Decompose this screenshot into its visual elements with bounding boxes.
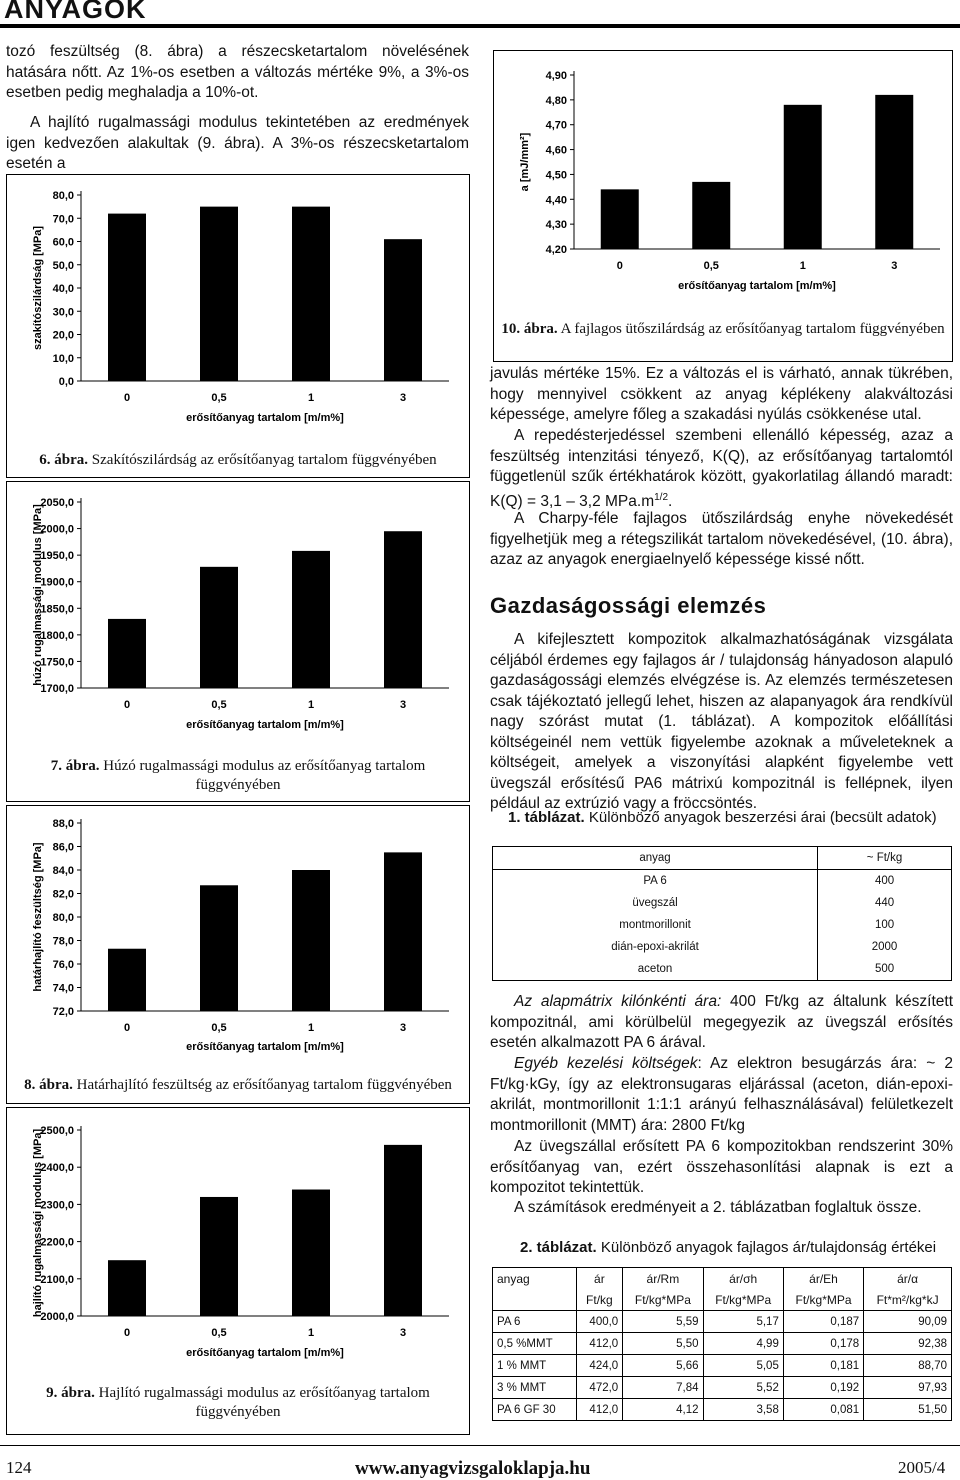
table-2-row [493, 1377, 952, 1399]
y-tick-label: 40,0 [52, 283, 74, 295]
table-2-header-cell: Ft/kg*MPa [703, 1289, 783, 1311]
table-2-header-cell: ár/σh [703, 1268, 783, 1290]
table-2-cell: 51,50 [864, 1399, 952, 1421]
table-2-header-cell [493, 1289, 577, 1311]
bar [292, 870, 330, 1011]
bar [108, 1260, 146, 1316]
y-tick-label: 4,90 [545, 70, 567, 82]
p5-text: 400 Ft/kg az általunk készített kompozitnál, ami körülbelül megegyezik az üvegszál erősítés esetén alkalmazott PA 6 árával. [490, 993, 953, 1051]
figure-7-caption-text: Húzó rugalmassági modulus az erősítőanyag tartalom függvényében [103, 758, 426, 793]
table-2-cell: 0,181 [783, 1355, 863, 1377]
x-axis-label: erősítőanyag tartalom [m/m%] [186, 412, 344, 424]
table-2-cell: 4,12 [623, 1399, 703, 1421]
table-2-cell: 412,0 [576, 1333, 623, 1355]
x-tick-label: 1 [799, 260, 806, 272]
right-paragraph-2: A repedésterjedéssel szembeni ellenálló képesség, azaz a feszültség intenzitási tényező, K(Q), az erősítőanyag tartalomtól függetlenül szűk értékhatárok között, gyakorlatilag állandó maradt: K(Q) = 3,1 – 3,2 $MPa.m^{1/2}$. [490, 427, 953, 510]
table-1-cell: aceton [493, 958, 818, 981]
table-1-cell: 500 [818, 958, 952, 981]
y-tick-label: 4,30 [545, 219, 567, 232]
y-tick-label: 76,0 [52, 959, 74, 971]
figure-8-caption [7, 1076, 469, 1095]
y-tick-label: 2050,0 [40, 497, 74, 509]
bar [601, 189, 639, 249]
y-tick-label: 50,0 [52, 259, 74, 272]
table-2-cell: 0,081 [783, 1399, 863, 1421]
bar [692, 182, 730, 249]
table-1-cell: 400 [818, 870, 952, 893]
table-2-cell: 5,52 [703, 1377, 783, 1399]
x-tick-label: 0,5 [211, 392, 227, 404]
figure-7 [6, 481, 470, 802]
table-1-cell: üvegszál [493, 892, 818, 914]
figure-7-number: 7. ábra. [50, 758, 100, 774]
table-2-cell: 0,192 [783, 1377, 863, 1399]
x-tick-label: 0,5 [211, 1327, 227, 1339]
table-2-cell: 0,187 [783, 1311, 863, 1333]
x-tick-label: 3 [399, 1022, 407, 1034]
table-2-cell: 0,178 [783, 1333, 863, 1355]
table-2-cell: 92,38 [864, 1333, 952, 1355]
page-number: 124 [6, 1458, 32, 1477]
table-2-cell: 97,93 [864, 1377, 952, 1399]
p5-label: Az alapmátrix kilónkénti ára: [514, 993, 722, 1010]
section-heading: Gazdaságossági elemzés [490, 593, 767, 618]
x-tick-label: 0 [123, 1327, 131, 1339]
y-tick-label: 2500,0 [40, 1125, 74, 1137]
y-tick-label: 4,80 [545, 94, 567, 107]
right-paragraph-2-sup: 1/2 [654, 491, 669, 503]
footer [0, 1445, 960, 1479]
figure-6-caption [7, 451, 469, 470]
table-1-header-row [493, 847, 952, 870]
bar [384, 852, 422, 1011]
table-2-cell: 5,66 [623, 1355, 703, 1377]
figure-10-number: 10. ábra. [501, 321, 558, 337]
y-axis-label: hajlító rugalmassági modulus [MPa] [32, 1128, 44, 1318]
table-1-row [493, 936, 952, 958]
y-tick-label: 1850,0 [40, 603, 74, 616]
table-2-cell: 400,0 [576, 1311, 623, 1333]
figure-6 [6, 174, 470, 478]
bar [200, 567, 238, 688]
table-2-cell: 472,0 [576, 1377, 623, 1399]
y-tick-label: 30,0 [52, 306, 74, 319]
table-2-cell: 5,05 [703, 1355, 783, 1377]
x-tick-label: 1 [307, 1022, 315, 1034]
table-1-row [493, 892, 952, 914]
table-2-cell: PA 6 GF 30 [493, 1399, 577, 1421]
figure-9-caption [7, 1384, 469, 1422]
bar [200, 1197, 238, 1316]
right-paragraph-6 [490, 1054, 953, 1136]
table-1-header-cell: ~ Ft/kg [818, 847, 952, 870]
y-tick-label: 1700,0 [40, 683, 74, 695]
table-2-header-cell: ár/Rm [623, 1268, 703, 1290]
y-tick-label: 4,50 [545, 169, 567, 182]
table-2-cell: 3 % MMT [493, 1377, 577, 1399]
x-axis-label: erősítőanyag tartalom [m/m%] [186, 1041, 344, 1053]
table-2-header-cell: ár [576, 1268, 623, 1290]
y-tick-label: 1750,0 [40, 656, 74, 669]
y-tick-label: 74,0 [52, 982, 74, 995]
y-tick-label: 88,0 [52, 818, 74, 830]
x-tick-label: 0 [123, 392, 131, 404]
table-2-cell: 1 % MMT [493, 1355, 577, 1377]
table-2-caption [520, 1239, 936, 1256]
table-2-header-cell: Ft*m²/kg*kJ [864, 1289, 952, 1311]
figure-8-chart [7, 806, 469, 1061]
table-2-cell: 88,70 [864, 1355, 952, 1377]
table-2-header-cell: Ft/kg*MPa [783, 1289, 863, 1311]
bar [108, 619, 146, 688]
table-2-cell: 5,50 [623, 1333, 703, 1355]
table-1-row [493, 914, 952, 936]
right-paragraph-2-text: A repedésterjedéssel szembeni ellenálló képesség, azaz a feszültség intenzitási tényező, K(Q), az erősítőanyag tartalomtól függetlenül szűk értékhatárok között, gyakorlatilag állandó maradt: K(Q) = 3,1 – 3,2 MPa.m [490, 427, 953, 510]
table-2-row [493, 1399, 952, 1421]
table-1 [492, 846, 952, 981]
figure-10-caption-text: A fajlagos ütőszilárdság az erősítőanyag tartalom függvényében [560, 321, 945, 337]
issue-number: 2005/4 [898, 1458, 946, 1477]
figure-8-number: 8. ábra. [24, 1077, 73, 1093]
table-1-caption-text: Különböző anyagok beszerzési árai (becsült adatok) [588, 809, 937, 826]
x-tick-label: 3 [399, 699, 407, 711]
table-2-cell: 424,0 [576, 1355, 623, 1377]
journal-title: ANYAGOK [4, 0, 147, 24]
x-axis-label: erősítőanyag tartalom [m/m%] [186, 719, 344, 731]
y-axis-label: határhajlító feszültség [MPa] [32, 842, 44, 992]
x-tick-label: 3 [891, 260, 898, 272]
table-1-number: 1. táblázat. [508, 809, 585, 826]
x-tick-label: 3 [399, 1327, 407, 1339]
bar [292, 1190, 330, 1316]
table-2-cell: 7,84 [623, 1377, 703, 1399]
table-2-row [493, 1355, 952, 1377]
figure-9 [6, 1107, 470, 1435]
x-tick-label: 0,5 [211, 1022, 227, 1034]
figure-7-caption [7, 757, 469, 795]
y-tick-label: 60,0 [52, 236, 74, 249]
y-tick-label: 4,20 [545, 244, 567, 256]
y-tick-label: 2000,0 [40, 1311, 74, 1323]
y-tick-label: 2200,0 [40, 1236, 74, 1249]
table-2-cell: 4,99 [703, 1333, 783, 1355]
right-paragraph-7: Az üvegszállal erősített PA 6 kompozitokban rendszerint 30% erősítőanyag van, ezért összehasonlítási alapnak is ezt a kompozitot tekintettük. [490, 1138, 953, 1196]
table-1-cell: PA 6 [493, 870, 818, 893]
y-tick-label: 4,70 [545, 119, 567, 132]
y-tick-label: 2100,0 [40, 1273, 74, 1286]
bar [292, 551, 330, 688]
y-tick-label: 2300,0 [40, 1199, 74, 1212]
header-rule [0, 24, 960, 28]
table-2-header-cell: ár/α [864, 1268, 952, 1290]
figure-9-number: 9. ábra. [46, 1385, 95, 1401]
x-tick-label: 1 [307, 1327, 315, 1339]
y-axis-label: a [mJ/mm²] [519, 132, 531, 192]
table-2-cell: PA 6 [493, 1311, 577, 1333]
bar [108, 949, 146, 1011]
bar [784, 105, 822, 249]
header [0, 0, 960, 24]
table-2-row [493, 1311, 952, 1333]
table-2-cell: 3,58 [703, 1399, 783, 1421]
bar [384, 1145, 422, 1316]
p6-label: Egyéb kezelési költségek [514, 1055, 698, 1072]
y-tick-label: 82,0 [52, 888, 74, 901]
x-tick-label: 0,5 [703, 260, 719, 272]
y-tick-label: 0,0 [58, 376, 74, 388]
y-tick-label: 86,0 [52, 841, 74, 854]
table-1-caption [508, 809, 937, 826]
p6-text: : Az elektron besugárzás ára: ~ 2 Ft/kg·kGy, így az elektronsugaras eljárással (aceton, dián-epoxi-akrilát, montmorillonit 1:1:1 arányú felhasználásával) felületkezelt montmorillonit (MMT) ára: 2800 Ft/kg [490, 1055, 953, 1134]
right-paragraph-4: A kifejlesztett kompozitok alkalmazhatóságának vizsgálata céljából érdemes egy fajlagos ár / tulajdonság hányadoson alapuló gazdaságossági elemzés elvégzése is. Az elemzés természetesen csak tájékoztató jellegű lehet, hiszen az alapanyagok ára rendkívül nagy szórást mutat (1. táblázat). A kompozitok előállítási költségeinél nem vettük figyelembe azoknak a műveleteknek a költségeit, amelyek a viszonyítási alapként figyelembe vett üvegszál erősítésű PA6 mátrixú kompozitnál is fellépnek, ilyen például az extrúzió vagy a fröccsöntés. [490, 631, 953, 812]
y-tick-label: 70,0 [52, 213, 74, 226]
right-paragraph-8: A számítások eredményeit a 2. táblázatban foglaltuk össze. [514, 1199, 922, 1216]
x-tick-label: 0 [123, 699, 131, 711]
bar [875, 95, 913, 249]
bar [384, 531, 422, 688]
bar [292, 207, 330, 381]
x-tick-label: 0 [123, 1022, 131, 1034]
y-tick-label: 20,0 [52, 329, 74, 342]
table-2-header-cell: Ft/kg*MPa [623, 1289, 703, 1311]
x-axis-label: erősítőanyag tartalom [m/m%] [678, 280, 836, 292]
table-2-row [493, 1333, 952, 1355]
y-axis-label: húzó rugalmassági modulus [MPa] [32, 504, 44, 686]
bar [200, 885, 238, 1011]
table-2-cell: 5,17 [703, 1311, 783, 1333]
table-2-cell: 90,09 [864, 1311, 952, 1333]
y-tick-label: 80,0 [52, 912, 74, 924]
table-1-cell: 440 [818, 892, 952, 914]
table-1-row [493, 870, 952, 893]
right-paragraph-3: A Charpy-féle fajlagos ütőszilárdság enyhe növekedését figyelhetjük meg a rétegszilikát tartalom növekedésével, (10. ábra), azaz az anyagok energiaelnyelő képessége kissé nőtt. [490, 510, 953, 568]
y-tick-label: 1900,0 [40, 576, 74, 589]
table-2-cell: 412,0 [576, 1399, 623, 1421]
figure-10-chart [494, 51, 952, 306]
journal-url[interactable]: www.anyagvizsgaloklapja.hu [355, 1458, 591, 1479]
y-tick-label: 2400,0 [40, 1162, 74, 1175]
figure-7-chart [7, 482, 469, 744]
table-2-header-cell: ár/Eh [783, 1268, 863, 1290]
table-2-cell: 5,59 [623, 1311, 703, 1333]
y-tick-label: 2000,0 [40, 523, 74, 536]
table-2-header-cell: Ft/kg [576, 1289, 623, 1311]
right-paragraph-1: javulás mértéke 15%. Ez a változás el is várható, annak tükrében, hogy mennyivel csökkent az anyag képlékeny alakváltozási képessége, amelyre főleg a szakadási nyúlás csökkenése utal. [490, 365, 953, 423]
x-tick-label: 0,5 [211, 699, 227, 711]
figure-10-caption [494, 320, 952, 339]
y-tick-label: 80,0 [52, 190, 74, 202]
table-1-cell: montmorillonit [493, 914, 818, 936]
table-2-header-cell: anyag [493, 1268, 577, 1290]
right-paragraph-5 [490, 992, 953, 1054]
left-paragraph-1: tozó feszültség (8. ábra) a részecsketartalom növelésének hatására nőtt. Az 1%-os esetben a változás mértéke 9%, a 3%-os esetben pedig meghaladja a 10%-ot. [6, 43, 469, 101]
figure-6-number: 6. ábra. [39, 452, 89, 468]
x-axis-label: erősítőanyag tartalom [m/m%] [186, 1347, 344, 1359]
table-2 [492, 1267, 952, 1421]
y-tick-label: 84,0 [52, 865, 74, 877]
table-1-cell: 100 [818, 914, 952, 936]
x-tick-label: 3 [399, 392, 407, 404]
y-tick-label: 78,0 [52, 935, 74, 948]
x-tick-label: 1 [307, 699, 315, 711]
bar [384, 239, 422, 381]
bar [108, 214, 146, 381]
y-axis-label: szakítószilárdság [MPa] [32, 225, 44, 351]
figure-9-chart [7, 1108, 469, 1370]
x-tick-label: 0 [616, 260, 623, 272]
y-tick-label: 1950,0 [40, 550, 74, 563]
figure-6-chart [7, 175, 469, 430]
y-tick-label: 72,0 [52, 1006, 74, 1018]
figure-9-caption-text: Hajlító rugalmassági modulus az erősítőanyag tartalom függvényében [98, 1385, 430, 1420]
table-1-header-cell: anyag [493, 847, 818, 870]
figure-10 [493, 50, 953, 362]
table-2-header-row [493, 1268, 952, 1290]
figure-8 [6, 805, 470, 1104]
table-1-cell: dián-epoxi-akrilát [493, 936, 818, 958]
table-2-header-row [493, 1289, 952, 1311]
table-2-cell: 0,5 %MMT [493, 1333, 577, 1355]
table-1-cell: 2000 [818, 936, 952, 958]
table-2-number: 2. táblázat. [520, 1239, 597, 1256]
bar [200, 207, 238, 381]
y-tick-label: 4,40 [545, 194, 567, 207]
left-paragraph-2: A hajlító rugalmassági modulus tekintetében az eredmények igen kedvezően alakultak (9. ábra). A 3%-os részecsketartalom esetén a [6, 114, 469, 172]
y-tick-label: 1800,0 [40, 629, 74, 642]
figure-8-caption-text: Határhajlító feszültség az erősítőanyag tartalom függvényében [76, 1077, 452, 1093]
table-1-row [493, 958, 952, 981]
table-2-caption-text: Különböző anyagok fajlagos ár/tulajdonság értékei [600, 1239, 937, 1256]
y-tick-label: 10,0 [52, 352, 74, 365]
x-tick-label: 1 [307, 392, 315, 404]
y-tick-label: 4,60 [545, 144, 567, 157]
figure-6-caption-text: Szakítószilárdság az erősítőanyag tartalom függvényében [91, 452, 437, 468]
